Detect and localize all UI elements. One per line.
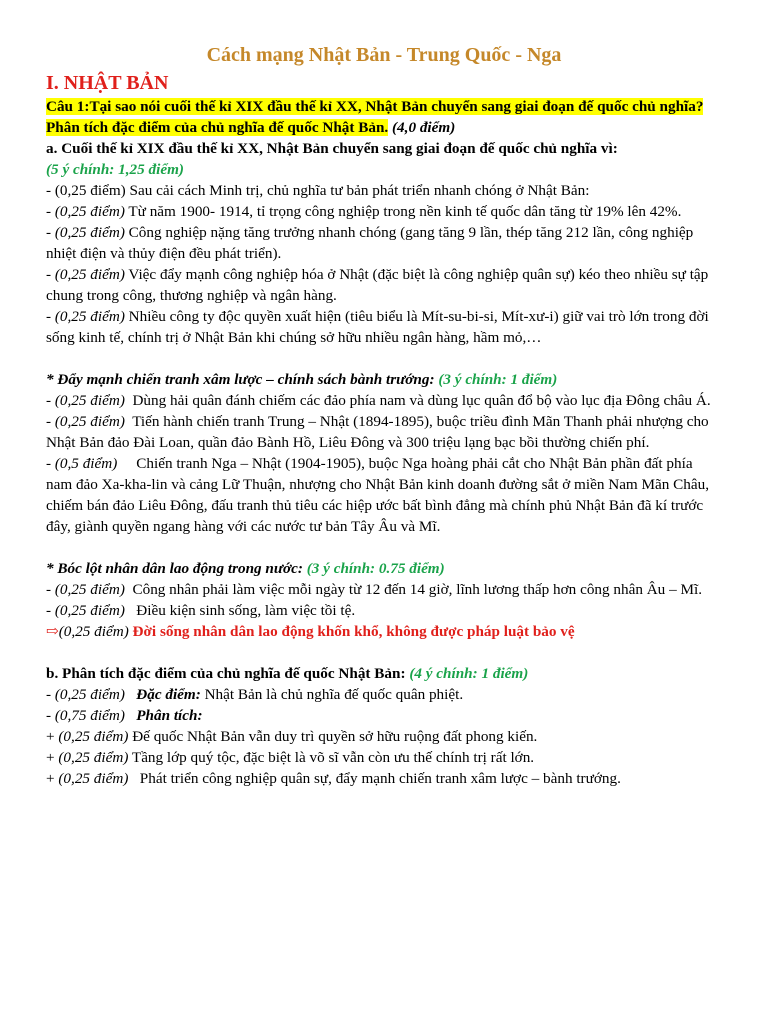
part-a-item [46,180,722,201]
item-prefix: + [46,728,59,745]
exploit-item [46,600,722,621]
item-score: (0,25 điểm) [54,224,125,241]
item-label: Phân tích: [136,707,203,724]
arrow-right-icon: ⇨ [46,623,59,640]
item-text: Nhật Bản là chủ nghĩa đế quốc quân phiệt. [200,686,464,703]
part-b-heading-line [46,663,722,684]
war-item [46,411,722,453]
item-prefix: - [46,413,55,430]
question-1 [46,96,722,138]
exploit-item [46,579,722,600]
part-b-summary: (4 ý chính: 1 điểm) [409,665,529,682]
spacer [46,642,722,663]
part-a-summary: (5 ý chính: 1,25 điểm) [46,161,184,178]
item-prefix: - [46,203,55,220]
item-score: (0,25 điểm) [54,686,125,703]
item-score: (0,25 điểm) [54,413,125,430]
part-a-item [46,201,722,222]
item-score: (0,25 điểm) [58,728,129,745]
conclusion-text: Đời sống nhân dân lao động khốn khổ, không được pháp luật bảo vệ [128,623,575,640]
section-heading-japan: I. NHẬT BẢN [46,72,169,94]
item-text: Phát triển công nghiệp quân sự, đẩy mạnh chiến tranh xâm lược – bành trướng. [135,770,621,787]
exploit-conclusion [46,621,722,642]
question-points: (4,0 điểm) [392,119,456,136]
item-score: (0,25 điểm) [54,182,126,199]
item-prefix: - [46,602,55,619]
item-text: Đế quốc Nhật Bản vẫn duy trì quyền sở hữu ruộng đất phong kiến. [128,728,538,745]
item-score: (0,25 điểm) [54,602,125,619]
part-b-heading: b. Phân tích đặc điểm của chủ nghĩa đế quốc Nhật Bản: [46,665,406,682]
item-text: Việc đẩy mạnh công nghiệp hóa ở Nhật (đặc biệt là công nghiệp quân sự) kéo theo nhiều sự tập chung trong công, thương nghiệp và ngân hàng. [46,266,709,304]
spacer [46,348,722,369]
item-prefix: - [46,182,55,199]
part-b-item [46,705,722,726]
item-prefix: - [46,308,55,325]
part-a-item [46,264,722,306]
item-prefix: - [46,455,55,472]
item-prefix: - [46,581,55,598]
item-text: Tiến hành chiến tranh Trung – Nhật (1894-1895), buộc triều đình Mãn Thanh phải nhượng cho Nhật Bản đảo Đài Loan, quần đảo Bành Hồ, Liêu Đông và 300 triệu lạng bạc bồi thường chiến phí. [46,413,713,451]
item-score: (0,25 điểm) [54,203,125,220]
part-b-item [46,768,722,789]
item-text: Công nghiệp nặng tăng trưởng nhanh chóng (gang tăng 9 lần, thép tăng 212 lần, công nghiệp nhiệt điện và thủy điện đều phát triển). [46,224,694,262]
war-heading: * Đẩy mạnh chiến tranh xâm lược – chính sách bành trướng: [46,371,435,388]
item-text: Nhiều công ty độc quyền xuất hiện (tiêu biểu là Mít-su-bi-si, Mít-xư-i) giữ vai trò lớn trong đời sống kinh tế, chính trị ở Nhật Bản khi chúng sở hữu nhiều ngân hàng, hầm mỏ,… [46,308,709,346]
item-text: Từ năm 1900- 1914, tỉ trọng công nghiệp trong nền kinh tế quốc dân tăng từ 19% lên 42%. [124,203,682,220]
exploit-heading: * Bóc lột nhân dân lao động trong nước: [46,560,303,577]
spacer [46,537,722,558]
part-a-item [46,222,722,264]
item-score: (0,25 điểm) [54,266,125,283]
item-prefix: + [46,770,59,787]
item-text: Sau cải cách Minh trị, chủ nghĩa tư bản phát triển nhanh chóng ở Nhật Bản: [125,182,590,199]
item-label: Đặc điểm: [136,686,201,703]
item-score: (0,25 điểm) [58,749,129,766]
conclusion-score: (0,25 điểm) [58,623,129,640]
war-summary: (3 ý chính: 1 điểm) [438,371,558,388]
item-prefix: - [46,686,55,703]
item-prefix: + [46,749,59,766]
part-b-item [46,747,722,768]
item-text: Điều kiện sinh sống, làm việc tồi tệ. [124,602,356,619]
item-score: (0,25 điểm) [58,770,129,787]
exploit-heading-line [46,558,722,579]
document-title: Cách mạng Nhật Bản - Trung Quốc - Nga [206,44,562,66]
item-text: Công nhân phải làm việc mỗi ngày từ 12 đến 14 giờ, lĩnh lương thấp hơn công nhân Âu – Mĩ. [124,581,702,598]
war-item [46,390,722,411]
item-text: Dùng hải quân đánh chiếm các đảo phía nam và dùng lục quân đổ bộ vào lục địa Đông châu Á. [124,392,711,409]
item-text: Chiến tranh Nga – Nhật (1904-1905), buộc Nga hoàng phải cắt cho Nhật Bản phần đất phía nam đảo Xa-kha-lin và cảng Lữ Thuận, nhượng cho Nhật Bản kinh doanh đường sắt ở miền Nam Mãn Châu, chiếm bán đảo Liêu Đông, đấu tranh thủ tiêu các hiệp ước bất bình đẳng mà chính phủ Nhật Bản đã kí trước đây, giành quyền ngang hàng với các nước tư bản Tây Âu và Mĩ. [46,455,713,535]
item-score: (0,5 điểm) [54,455,118,472]
item-score: (0,25 điểm) [54,308,125,325]
part-a-item [46,306,722,348]
item-text: Tầng lớp quý tộc, đặc biệt là võ sĩ vẫn còn ưu thế chính trị rất lớn. [128,749,535,766]
item-score: (0,25 điểm) [54,581,125,598]
question-text: Câu 1:Tại sao nói cuối thế kỉ XIX đầu thế kỉ XX, Nhật Bản chuyển sang giai đoạn đế quốc chủ nghĩa? Phân tích đặc điểm của chủ nghĩa đế quốc Nhật Bản. [46,98,704,136]
item-prefix: - [46,392,55,409]
item-prefix: - [46,707,55,724]
part-a-heading: a. Cuối thế kỉ XIX đầu thế kỉ XX, Nhật Bản chuyển sang giai đoạn đế quốc chủ nghĩa vì: [46,140,618,157]
item-score: (0,75 điểm) [54,707,125,724]
war-item [46,453,722,537]
item-prefix: - [46,224,55,241]
item-score: (0,25 điểm) [54,392,125,409]
part-b-item [46,726,722,747]
war-heading-line [46,369,722,390]
item-prefix: - [46,266,55,283]
exploit-summary: (3 ý chính: 0.75 điểm) [306,560,445,577]
part-b-item [46,684,722,705]
